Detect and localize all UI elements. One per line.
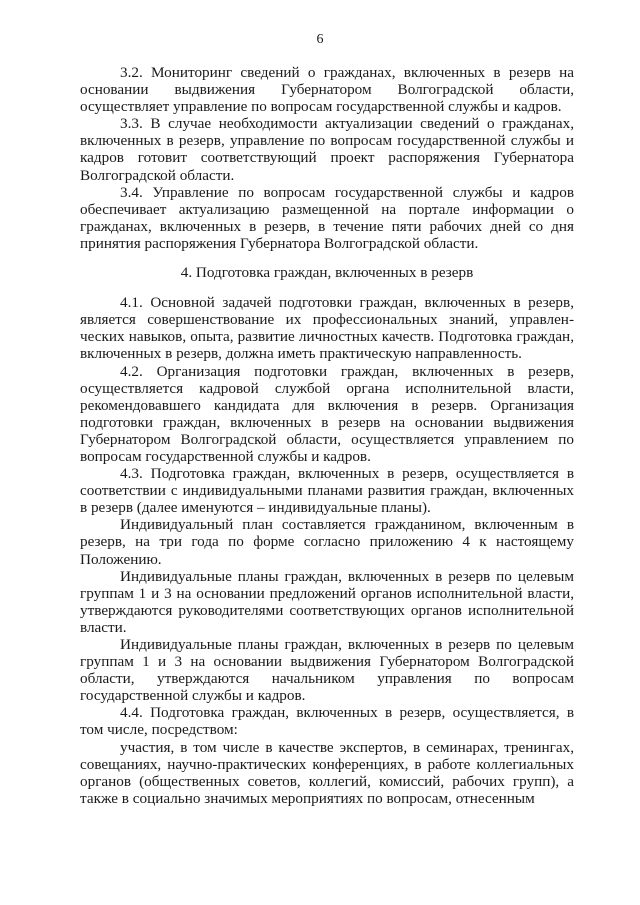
document-body [80, 64, 574, 807]
page-number: 6 [316, 32, 324, 47]
paragraph-participation: участия, в том числе в качестве экспертов, в семинарах, тренингах, совещаниях, научно-практических конференциях, в работе коллегиальных органов (общественных советов, коллегий, комиссий, рабочих групп), а также в социально значимых мероприятиях по вопросам, отнесенным [80, 738, 574, 807]
paragraph-plans-governor: Индивидуальные планы граждан, включенных в резерв по целевым группам 1 и 3 на основании выдвижения Губернатором Волгоградской области, утверждаются начальником управления по вопросам государственной службы и кадров. [80, 636, 574, 705]
paragraph-4-3: 4.3. Подготовка граждан, включенных в резерв, осуществляется в соответствии с индивидуальными планами развития граждан, включенных в резерв (далее именуются – индивидуальные планы). [80, 465, 574, 517]
paragraph-3-4: 3.4. Управление по вопросам государственной службы и кадров обеспечивает актуализацию размещенной на портале информации о гражданах, включенных в резерв, в течение пяти рабочих дней со дня принятия распоряжения Губернатора Волгоградской области. [80, 183, 574, 252]
paragraph-4-4: 4.4. Подготовка граждан, включенных в резерв, осуществляется, в том числе, посредством: [80, 704, 574, 739]
paragraph-individual-plan: Индивидуальный план составляется гражданином, включенным в резерв, на три года по форме согласно приложению 4 к настоящему Положению. [80, 516, 574, 568]
paragraph-3-3: 3.3. В случае необходимости актуализации сведений о гражданах, включенных в резерв, управление по вопросам государственной службы и кадров готовит соответствующий проект распоряжения Губернатора Волгоградской области. [80, 115, 574, 184]
paragraph-plans-proposals: Индивидуальные планы граждан, включенных в резерв по целевым группам 1 и 3 на основании предложений органов исполнительной власти, утверждаются руководителями соответствующих органов исполнительной власти. [80, 567, 574, 636]
paragraph-4-1: 4.1. Основной задачей подготовки граждан, включенных в резерв, является совершенствование их профессиональных знаний, управленческих навыков, опыта, развитие личностных качеств. Подготовка граждан, включенных в резерв, должна иметь практическую направленность. [80, 294, 574, 363]
paragraph-3-2: 3.2. Мониторинг сведений о гражданах, включенных в резерв на основании выдвижения Губернатором Волгоградской области, осуществляет управление по вопросам государственной службы и кадров. [80, 64, 574, 116]
section-4-heading: 4. Подготовка граждан, включенных в резерв [180, 264, 474, 282]
paragraph-4-2: 4.2. Организация подготовки граждан, включенных в резерв, осуществляется кадровой службой органа исполнительной власти, рекомендовавшего кандидата для включения в резерв. Организация подготовки граждан, включенных в резерв на основании выдвижения Губернатором Волгоградской области, осуществляется управлением по вопросам государственной службы и кадров. [80, 362, 574, 465]
